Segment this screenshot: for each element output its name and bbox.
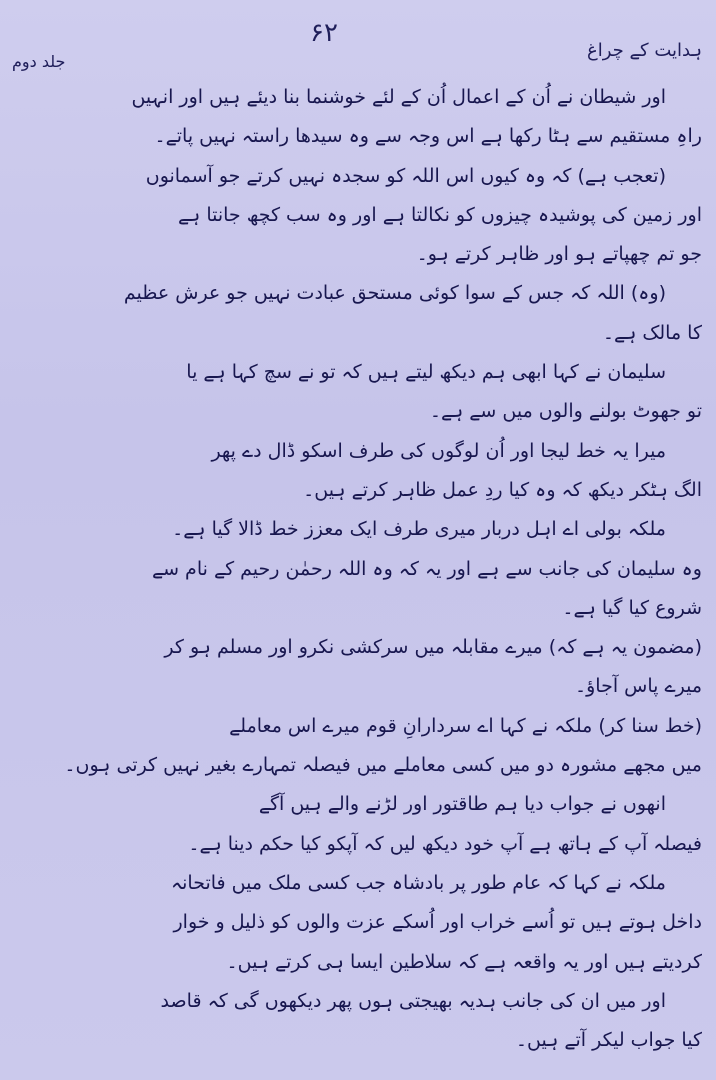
text-line: میرے پاس آجاؤ۔ [575, 675, 702, 698]
text-line: ملکہ بولی اے اہل دربار میری طرف ایک معزز خط ڈالا گیا ہے۔ [172, 518, 666, 541]
text-line: (وہ) اللہ کہ جس کے سوا کوئی مستحق عبادت نہیں جو عرش عظیم [123, 282, 666, 305]
text-line: وہ سلیمان کی جانب سے ہے اور یہ کہ وہ اللہ رحمٰن رحیم کے نام سے [151, 557, 702, 580]
text-line: (خط سنا کر) ملکہ نے کہا اے سردارانِ قوم میرے اس معاملے [229, 714, 702, 737]
text-line: شروع کیا گیا ہے۔ [562, 596, 702, 619]
text-line: ملکہ نے کہا کہ عام طور پر بادشاہ جب کسی ملک میں فاتحانہ [170, 871, 666, 894]
text-line: اور میں ان کی جانب ہدیہ بھیجتی ہوں پھر دیکھوں گی کہ قاصد [160, 989, 666, 1012]
text-line: (مضمون یہ ہے کہ) میرے مقابلہ میں سرکشی نکرو اور مسلم ہو کر [164, 636, 702, 659]
text-line: انھوں نے جواب دیا ہم طاقتور اور لڑنے والے ہیں آگے [258, 793, 666, 816]
text-line: کا مالک ہے۔ [602, 321, 702, 344]
book-title: ہدایت کے چراغ [586, 40, 702, 61]
text-line: راہِ مستقیم سے ہٹا رکھا ہے اس وجہ سے وہ سیدھا راستہ نہیں پاتے۔ [154, 125, 702, 148]
text-line: میں مجھے مشورہ دو میں کسی معاملے میں فیصلہ تمہارے بغیر نہیں کرتی ہوں۔ [64, 754, 702, 777]
text-line: اور شیطان نے اُن کے اعمال اُن کے لئے خوشنما بنا دیئے ہیں اور انہیں [131, 86, 666, 108]
text-line: فیصلہ آپ کے ہاتھ ہے آپ خود دیکھ لیں کہ آپکو کیا حکم دینا ہے۔ [188, 832, 702, 855]
page-number: ۶۲ [310, 18, 338, 48]
body-text [40, 78, 702, 1060]
text-line: سلیمان نے کہا ابھی ہم دیکھ لیتے ہیں کہ تو نے سچ کہا ہے یا [186, 361, 666, 384]
text-line: میرا یہ خط لیجا اور اُن لوگوں کی طرف اسکو ڈال دے پھر [211, 439, 666, 462]
text-line: کیا جواب لیکر آتے ہیں۔ [515, 1029, 702, 1052]
text-line: (تعجب ہے) کہ وہ کیوں اس اللہ کو سجدہ نہیں کرتے جو آسمانوں [145, 164, 666, 187]
text-line: کردیتے ہیں اور یہ واقعہ ہے کہ سلاطین ایسا ہی کرتے ہیں۔ [226, 950, 702, 973]
text-line: الگ ہٹکر دیکھ کہ وہ کیا ردِ عمل ظاہر کرتے ہیں۔ [303, 478, 702, 501]
text-line: اور زمین کی پوشیدہ چیزوں کو نکالتا ہے اور وہ سب کچھ جانتا ہے [178, 203, 702, 226]
text-line: جو تم چھپاتے ہو اور ظاہر کرتے ہو۔ [416, 243, 702, 266]
volume-label: جلد دوم [12, 52, 66, 71]
text-line: داخل ہوتے ہیں تو اُسے خراب اور اُسکے عزت والوں کو ذلیل و خوار [173, 911, 702, 934]
text-line: تو جھوٹ بولنے والوں میں سے ہے۔ [429, 400, 702, 423]
